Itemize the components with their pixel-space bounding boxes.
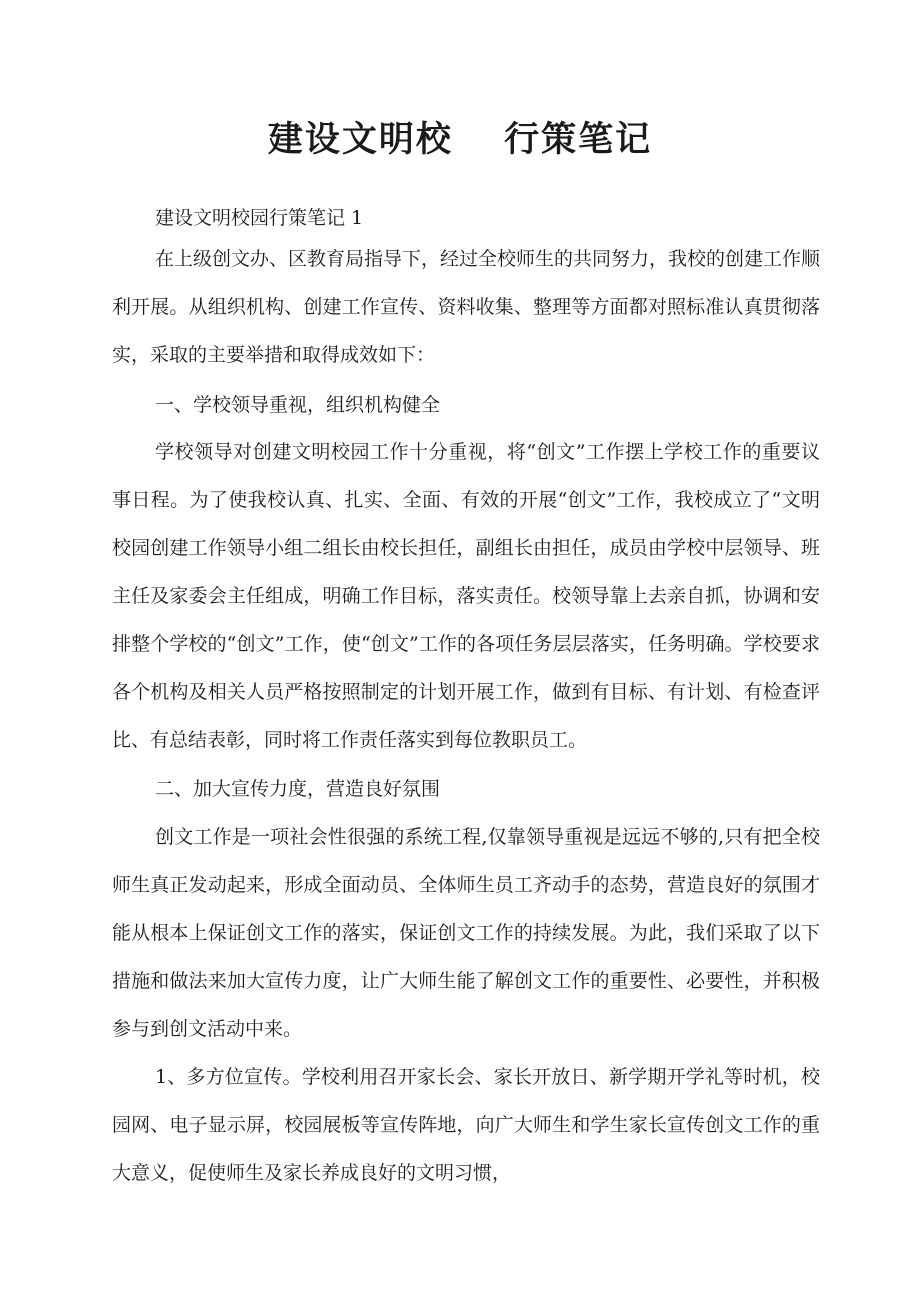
section-2-heading: 二、加大宣传力度，营造良好氛围 <box>155 778 441 800</box>
section-2-paragraph: 创文工作是一项社会性很强的系统工程,仅靠领导重视是远远不够的,只有把全校师生真正发动起来，形成全面动员、全体师生员工齐动手的态势，营造良好的氛围才能从根本上保证创文工作的落实，保证创文工作的持续发展。为此，我们采取了以下措施和做法来加大宣传力度，让广大师生能了解创文工作的重要性、必要性，并积极参与到创文活动中来。 <box>112 826 820 1040</box>
intro-paragraph: 在上级创文办、区教育局指导下，经过全校师生的共同努力，我校的创建工作顺利开展。从组织机构、创建工作宣传、资料收集、整理等方面都对照标准认真贯彻落实，采取的主要举措和取得成效如下： <box>112 248 821 366</box>
document-subtitle: 建设文明校园行策笔记 1 <box>155 207 364 229</box>
document-title: 建设文明校 行策笔记 <box>267 119 653 160</box>
section-1-paragraph: 学校领导对创建文明校园工作十分重视，将“创文”工作摆上学校工作的重要议事日程。为了使我校认真、扎实、全面、有效的开展“创文”工作，我校成立了“文明校园创建工作领导小组二组长由校长担任，副组长由担任，成员由学校中层领导、班主任及家委会主任组成，明确工作目标，落实责任。校领导靠上去亲自抓，协调和安排整个学校的“创文”工作，使“创文”工作的各项任务层层落实，任务明确。学校要求各个机构及相关人员严格按照制定的计划开展工作，做到有目标、有计划、有检查评比、有总结表彰，同时将工作责任落实到每位教职员工。 <box>112 441 820 751</box>
item-1-paragraph: 1、多方位宣传。学校利用召开家长会、家长开放日、新学期开学礼等时机，校园网、电子显示屏，校园展板等宣传阵地，向广大师生和学生家长宣传创文工作的重大意义，促使师生及家长养成良好的文明习惯， <box>112 1066 820 1184</box>
section-1-heading: 一、学校领导重视，组织机构健全 <box>155 394 441 416</box>
